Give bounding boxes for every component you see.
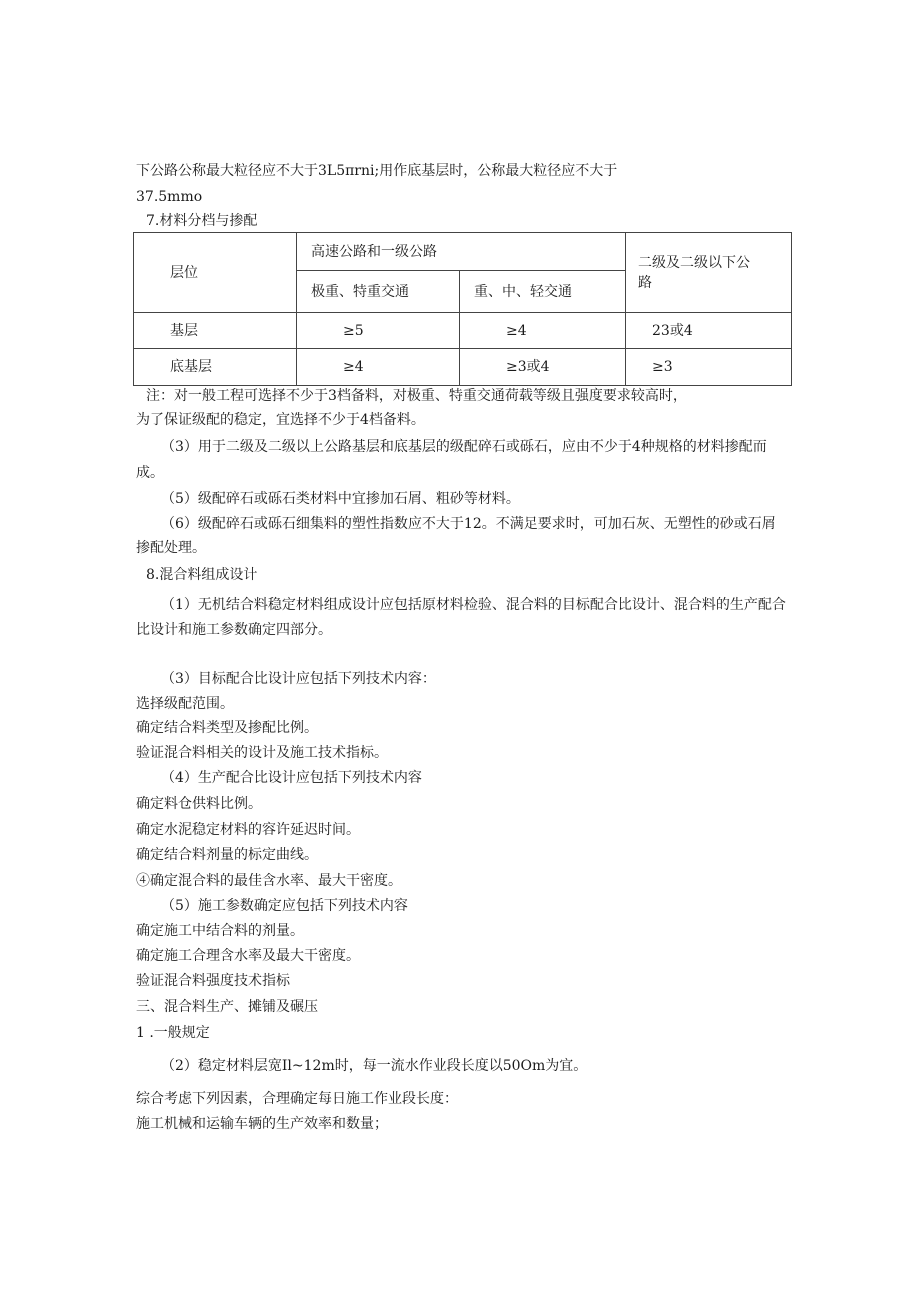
paragraph-continued: 成。 <box>136 465 164 481</box>
paragraph-continued: 掺配处理。 <box>136 540 206 556</box>
table-row <box>134 349 792 386</box>
cell-layer: 基层 <box>134 313 297 349</box>
list-item: 确定施工合理含水率及最大干密度。 <box>136 948 360 964</box>
list-item: 施工机械和运输车辆的生产效率和数量； <box>136 1116 388 1132</box>
header-lower-road-line2: 路 <box>638 274 652 291</box>
list-item: 确定结合料剂量的标定曲线。 <box>136 847 318 863</box>
header-highway: 高速公路和一级公路 <box>297 233 626 271</box>
cell-medium: ≥4 <box>460 313 626 349</box>
section-heading: 1 .一般规定 <box>136 1025 210 1041</box>
header-lower-road <box>626 233 792 313</box>
table-note: 注：对一般工程可选择不少于3档备料，对极重、特重交通荷载等级且强度要求较高时， <box>146 388 687 404</box>
paragraph-continued: 比设计和施工参数确定四部分。 <box>136 622 332 638</box>
header-layer: 层位 <box>134 233 297 313</box>
section-heading: 7.材料分档与掺配 <box>146 213 258 229</box>
paragraph: （4）生产配合比设计应包括下列技术内容 <box>161 770 422 786</box>
chapter-heading: 三、混合料生产、摊铺及碾压 <box>136 999 318 1015</box>
paragraph: （3）用于二级及二级以上公路基层和底基层的级配碎石或砾石，应由不少于4种规格的材料掺配而 <box>161 439 767 455</box>
text-line: 37.5mmo <box>136 189 203 205</box>
cell-medium: ≥3或4 <box>460 349 626 386</box>
list-item: ④确定混合料的最佳含水率、最大干密度。 <box>136 873 402 889</box>
material-table <box>133 232 792 386</box>
list-item: 确定结合料类型及掺配比例。 <box>136 720 318 736</box>
list-item: 确定料仓供料比例。 <box>136 796 262 812</box>
table-row <box>134 313 792 349</box>
paragraph: （1）无机结合料稳定材料组成设计应包括原材料检验、混合料的目标配合比设计、混合料的生产配合 <box>161 597 786 613</box>
list-item: 选择级配范围。 <box>136 696 234 712</box>
paragraph: （2）稳定材料层宽Il~12m时，每一流水作业段长度以50Om为宜。 <box>161 1058 588 1074</box>
cell-low: 23或4 <box>626 313 792 349</box>
cell-low: ≥3 <box>626 349 792 386</box>
cell-heavy: ≥5 <box>297 313 460 349</box>
header-medium-traffic: 重、中、轻交通 <box>460 271 626 313</box>
list-item: 验证混合料强度技术指标 <box>136 973 290 989</box>
paragraph: （5）级配碎石或砾石类材料中宜掺加石屑、粗砂等材料。 <box>161 491 520 507</box>
cell-layer: 底基层 <box>134 349 297 386</box>
list-item: 综合考虑下列因素，合理确定每日施工作业段长度： <box>136 1091 458 1107</box>
paragraph: （3）目标配合比设计应包括下列技术内容： <box>161 671 436 687</box>
header-heavy-traffic: 极重、特重交通 <box>297 271 460 313</box>
cell-heavy: ≥4 <box>297 349 460 386</box>
list-item: 确定施工中结合料的剂量。 <box>136 923 304 939</box>
table-note-continued: 为了保证级配的稳定，宜选择不少于4档备料。 <box>136 412 425 428</box>
text-line: 下公路公称最大粒径应不大于3L5πrni;用作底基层时，公称最大粒径应不大于 <box>136 163 618 179</box>
section-heading: 8.混合料组成设计 <box>146 567 258 583</box>
header-lower-road-line1: 二级及二级以下公 <box>638 254 750 271</box>
list-item: 验证混合料相关的设计及施工技术指标。 <box>136 745 388 761</box>
list-item: 确定水泥稳定材料的容许延迟时间。 <box>136 822 360 838</box>
paragraph: （6）级配碎石或砾石细集料的塑性指数应不大于12。不满足要求时，可加石灰、无塑性的砂或石屑 <box>161 516 776 532</box>
paragraph: （5）施工参数确定应包括下列技术内容 <box>161 898 408 914</box>
